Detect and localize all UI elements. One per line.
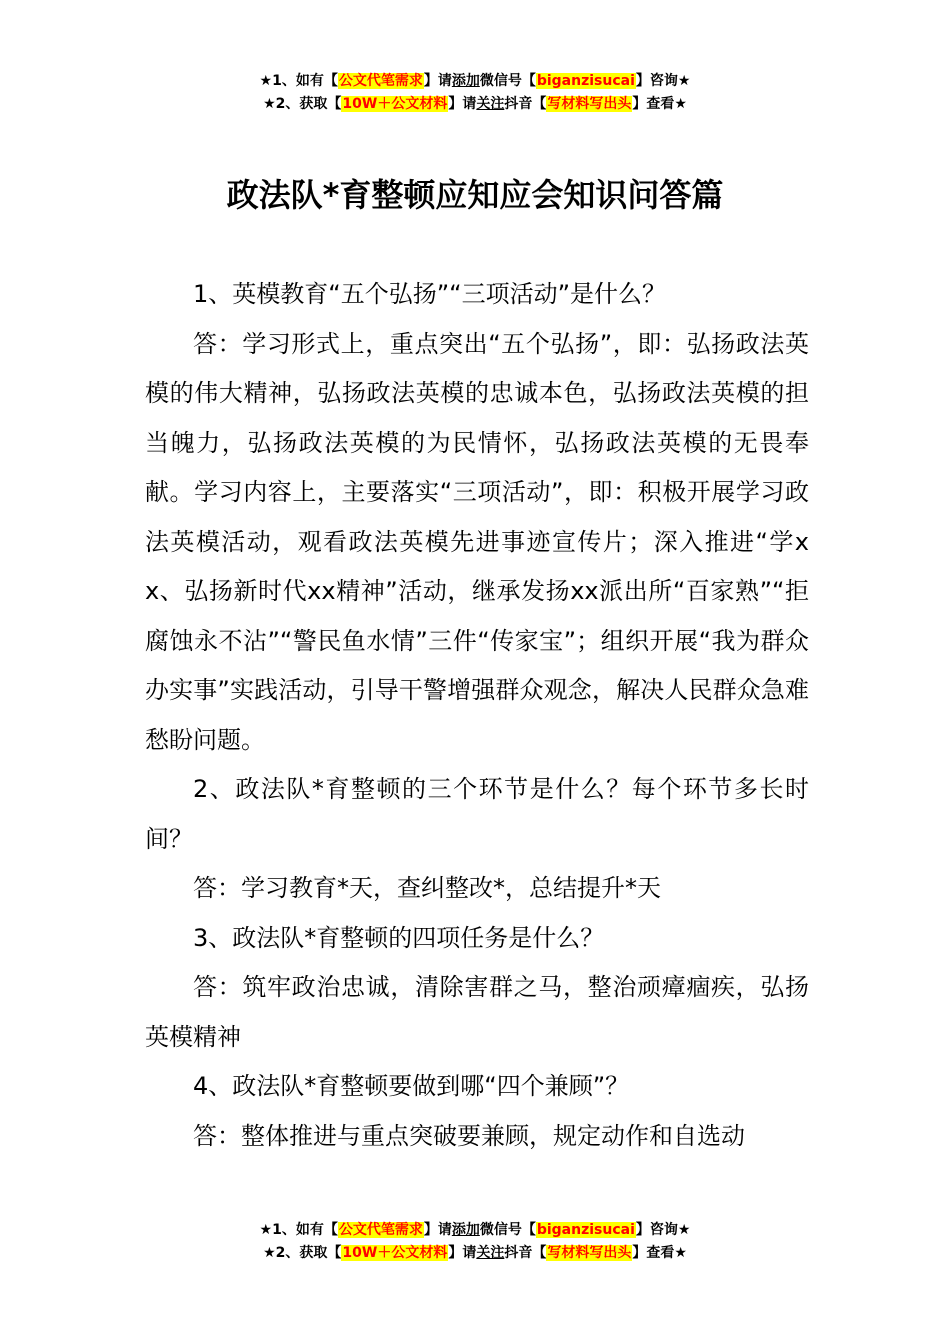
paragraph: 答：筑牢政治忠诚，清除害群之马，整治顽瘴痼疾，弘扬英模精神 <box>145 973 809 1051</box>
banner-highlight: 10W＋公文材料 <box>342 96 448 112</box>
banner-line-2 <box>0 1242 950 1265</box>
banner-line-1 <box>0 1219 950 1242</box>
banner-text: ★1、如有【 <box>259 73 338 89</box>
banner-highlight: 写材料写出头 <box>547 96 632 112</box>
banner-text: 】查看★ <box>632 96 687 112</box>
banner-text: ★2、获取【 <box>263 96 342 112</box>
banner-highlight: 公文代笔需求 <box>338 73 423 89</box>
banner-underlined: 关注 <box>476 1245 505 1261</box>
banner-text: 】咨询★ <box>635 1222 691 1238</box>
banner-text: 】查看★ <box>632 1245 687 1261</box>
footer-banner <box>0 1219 950 1265</box>
banner-underlined: 添加 <box>451 73 480 89</box>
banner-text: 】咨询★ <box>635 73 691 89</box>
document-title: 政法队*育整顿应知应会知识问答篇 <box>226 176 724 214</box>
banner-highlight: 10W＋公文材料 <box>342 1245 448 1261</box>
paragraph: 4、政法队*育整顿要做到哪“四个兼顾”？ <box>193 1072 630 1100</box>
paragraph: 答：整体推进与重点突破要兼顾，规定动作和自选动 <box>193 1121 745 1150</box>
banner-highlight: biganzisucai <box>536 73 635 89</box>
banner-text: 微信号【 <box>479 1222 536 1238</box>
banner-underlined: 关注 <box>476 96 505 112</box>
banner-text: 】请 <box>423 73 452 89</box>
paragraph: 3、政法队*育整顿的四项任务是什么？ <box>193 923 605 952</box>
paragraph: 1、英模教育“五个弘扬”“三项活动”是什么？ <box>193 280 667 308</box>
paragraph: 2、政法队*育整顿的三个环节是什么？每个环节多长时间？ <box>145 775 809 853</box>
banner-text: 抖音【 <box>504 96 547 112</box>
banner-highlight: 公文代笔需求 <box>338 1222 423 1238</box>
document-body <box>145 270 809 1161</box>
banner-line-1 <box>0 70 950 93</box>
banner-underlined: 添加 <box>451 1222 480 1238</box>
paragraph: 答：学习教育*天，查纠整改*，总结提升*天 <box>193 874 661 902</box>
banner-text: 】请 <box>448 96 477 112</box>
banner-text: 】请 <box>423 1222 452 1238</box>
banner-line-2 <box>0 93 950 116</box>
paragraph: 答：学习形式上，重点突出“五个弘扬”，即：弘扬政法英模的伟大精神，弘扬政法英模的忠诚本色，弘扬政法英模的担当魄力，弘扬政法英模的为民情怀，弘扬政法英模的无畏奉献。学习内容上，主要落实“三项活动”，即：积极开展学习政法英模活动，观看政法英模先进事迹宣传片；深入推进“学xx、弘扬新时代xx精神”活动，继承发扬xx派出所“百家熟”“拒腐蚀永不沾”“警民鱼水情”三件“传家宝”；组织开展“我为群众办实事”实践活动，引导干警增强群众观念，解决人民群众急难愁盼问题。 <box>145 329 809 754</box>
banner-text: 抖音【 <box>504 1245 547 1261</box>
banner-highlight: biganzisucai <box>536 1222 635 1238</box>
banner-text: ★1、如有【 <box>259 1222 338 1238</box>
banner-text: ★2、获取【 <box>263 1245 342 1261</box>
banner-highlight: 写材料写出头 <box>547 1245 632 1261</box>
banner-text: 】请 <box>448 1245 477 1261</box>
header-banner <box>0 70 950 116</box>
banner-text: 微信号【 <box>479 73 536 89</box>
